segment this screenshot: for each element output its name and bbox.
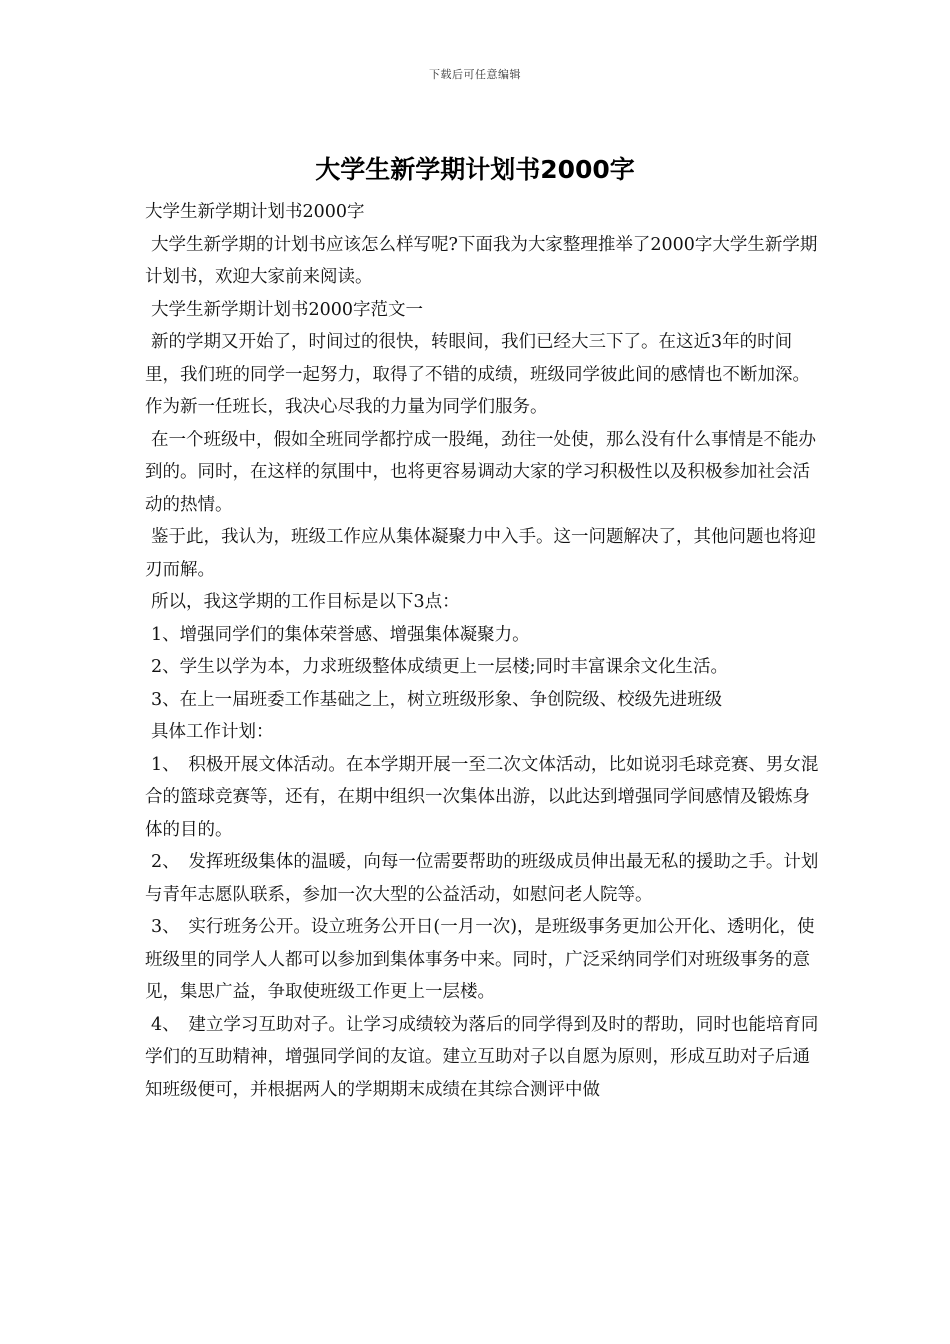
plan-heading: 具体工作计划： <box>151 722 274 742</box>
goal-item: 3、在上一届班委工作基础之上，树立班级形象、争创院级、校级先进班级 <box>151 689 723 710</box>
paragraph-section-heading: 大学生新学期计划书2000字范文一 <box>151 299 424 320</box>
plan-item: 1、 积极开展文体活动。在本学期开展一至二次文体活动，比如说羽毛球竞赛、男女混合的篮球竞赛等，还有，在期中组织一次集体出游，以此达到增强同学间感情及锻炼身体的目的。 <box>145 754 819 840</box>
paragraph-intro: 大学生新学期的计划书应该怎么样写呢?下面我为大家整理推举了2000字大学生新学期计划书，欢迎大家前来阅读。 <box>145 234 818 287</box>
paragraph-subtitle: 大学生新学期计划书2000字 <box>145 202 365 222</box>
goal-item: 1、增强同学们的集体荣誉感、增强集体凝聚力。 <box>151 624 530 645</box>
paragraph-body: 在一个班级中，假如全班同学都拧成一股绳，劲往一处使，那么没有什么事情是不能办到的。同时，在这样的氛围中，也将更容易调动大家的学习积极性以及积极参加社会活动的热情。 <box>145 429 816 515</box>
plan-item: 2、 发挥班级集体的温暖，向每一位需要帮助的班级成员伸出最无私的援助之手。计划与青年志愿队联系，参加一次大型的公益活动，如慰问老人院等。 <box>145 852 819 905</box>
plan-item: 4、 建立学习互助对子。让学习成绩较为落后的同学得到及时的帮助，同时也能培育同学们的互助精神，增强同学间的友谊。建立互助对子以自愿为原则，形成互助对子后通知班级便可，并根据两人的学期期末成绩在其综合测评中做 <box>145 1014 819 1100</box>
paragraph-body: 新的学期又开始了，时间过的很快，转眼间，我们已经大三下了。在这近3年的时间里，我们班的同学一起努力，取得了不错的成绩，班级同学彼此间的感情也不断加深。作为新一任班长，我决心尽我的力量为同学们服务。 <box>145 332 810 417</box>
paragraph-goals-intro: 所以，我这学期的工作目标是以下3点： <box>151 592 460 612</box>
plan-item: 3、 实行班务公开。设立班务公开日(一月一次)，是班级事务更加公开化、透明化，使班级里的同学人人都可以参加到集体事务中来。同时，广泛采纳同学们对班级事务的意见，集思广益，争取使班级工作更上一层楼。 <box>145 917 815 1002</box>
paragraph-body: 鉴于此，我认为，班级工作应从集体凝聚力中入手。这一问题解决了，其他问题也将迎刃而解。 <box>145 527 816 580</box>
document-body <box>145 196 825 1106</box>
document-title: 大学生新学期计划书2000字 <box>315 155 635 184</box>
goal-item: 2、学生以学为本，力求班级整体成绩更上一层楼;同时丰富课余文化生活。 <box>151 657 729 677</box>
page-header-note: 下载后可任意编辑 <box>429 68 521 81</box>
